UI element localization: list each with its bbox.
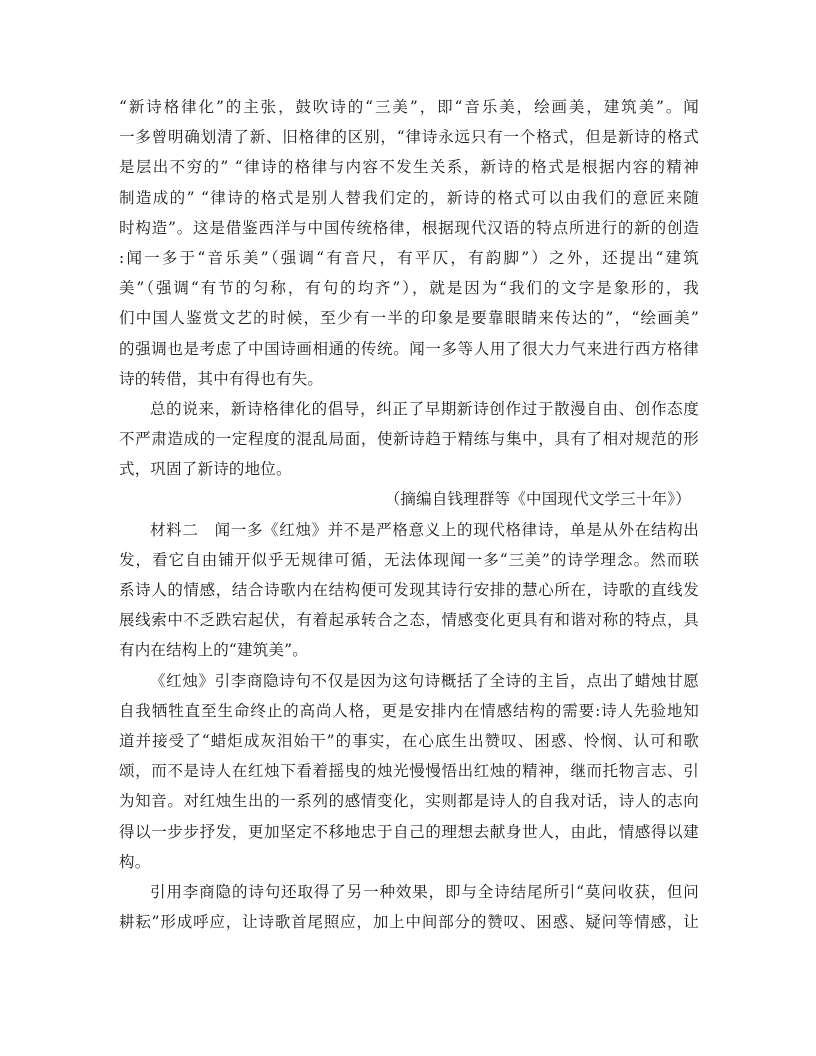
text-line: 是层出不穷的” “律诗的格律与内容不发生关系，新诗的格式是根据内容的精神: [119, 158, 699, 177]
text-line: 自我牺牲直至生命终止的高尚人格，更是安排内在情感结构的需要:诗人先验地知: [119, 701, 699, 720]
text-line: 《红烛》引李商隐诗句不仅是因为这句诗概括了全诗的主旨，点出了蜡烛甘愿: [150, 671, 699, 690]
text-line: 总的说来，新诗格律化的倡导，纠正了早期新诗创作过于散漫自由、创作态度: [150, 399, 699, 418]
text-line: 构。: [119, 852, 151, 871]
text-line: 不严肃造成的一定程度的混乱局面，使新诗趋于精练与集中，具有了相对规范的形: [119, 430, 699, 449]
paragraph-summary: [119, 394, 699, 485]
text-line: 美”（强调“有节的匀称，有句的均齐”），就是因为“我们的文字是象形的，我: [119, 279, 699, 298]
paragraph-hongzhu-quote: [119, 666, 699, 877]
text-line: 式，巩固了新诗的地位。: [119, 460, 292, 479]
text-line: “新诗格律化”的主张，鼓吹诗的“三美”，即“音乐美，绘画美，建筑美”。闻: [119, 98, 699, 116]
text-line: 引用李商隐的诗句还取得了另一种效果，即与全诗结尾所引“莫问收获，但问: [150, 882, 699, 901]
text-line: 的强调也是考虑了中国诗画相通的传统。闻一多等人用了很大力气来进行西方格律: [119, 339, 699, 358]
text-line: 材料二 闻一多《红烛》并不是严格意义上的现代格律诗，单是从外在结构出: [150, 520, 699, 539]
text-line: 制造成的” “律诗的格式是别人替我们定的，新诗的格式可以由我们的意匠来随: [119, 188, 699, 207]
text-line: 发，看它自由铺开似乎无规律可循，无法体现闻一多“三美”的诗学理念。然而联: [119, 550, 699, 569]
text-line: 一多曾明确划清了新、旧格律的区别，“律诗永远只有一个格式，但是新诗的格式: [119, 128, 699, 147]
paragraph-echo-effect: [119, 877, 699, 937]
paragraph-material-two: [119, 515, 699, 666]
text-line: 有内在结构上的“建筑美”。: [119, 641, 308, 660]
source-citation: （摘编自钱理群等《中国现代文学三十年》）: [384, 490, 691, 509]
text-line: 系诗人的情感，结合诗歌内在结构便可发现其诗行安排的慧心所在，诗歌的直线发: [119, 581, 699, 599]
text-line: 得以一步步抒发，更加坚定不移地忠于自己的理想去献身世人，由此，情感得以建: [119, 822, 699, 841]
text-line: 时构造”。这是借鉴西洋与中国传统格律，根据现代汉语的特点所进行的新的创造: [119, 218, 699, 237]
text-line: 诗的转借，其中有得也有失。: [119, 369, 324, 388]
text-line: 耕耘”形成呼应，让诗歌首尾照应，加上中间部分的赞叹、困惑、疑问等情感，让: [119, 913, 699, 932]
text-line: 为知音。对红烛生出的一系列的感情变化，实则都是诗人的自我对话，诗人的志向: [119, 792, 699, 811]
text-line: 们中国人鉴赏文艺的时候，至少有一半的印象是要靠眼睛来传达的”，“绘画美”: [119, 309, 699, 328]
text-line: 展线索中不乏跌宕起伏，有着起承转合之态，情感变化更具有和谐对称的特点，具: [119, 611, 699, 630]
paragraph-gelvhua: [119, 92, 699, 394]
article-body: [119, 92, 699, 937]
text-line: 道并接受了“蜡炬成灰泪始干”的事实，在心底生出赞叹、困惑、怜悯、认可和歌: [119, 731, 699, 750]
text-line: 颂，而不是诗人在红烛下看着摇曳的烛光慢慢悟出红烛的精神，继而托物言志、引: [119, 762, 699, 781]
text-line: :闻一多于“音乐美”（强调“有音尺，有平仄，有韵脚”）之外，还提出“建筑: [119, 248, 699, 267]
